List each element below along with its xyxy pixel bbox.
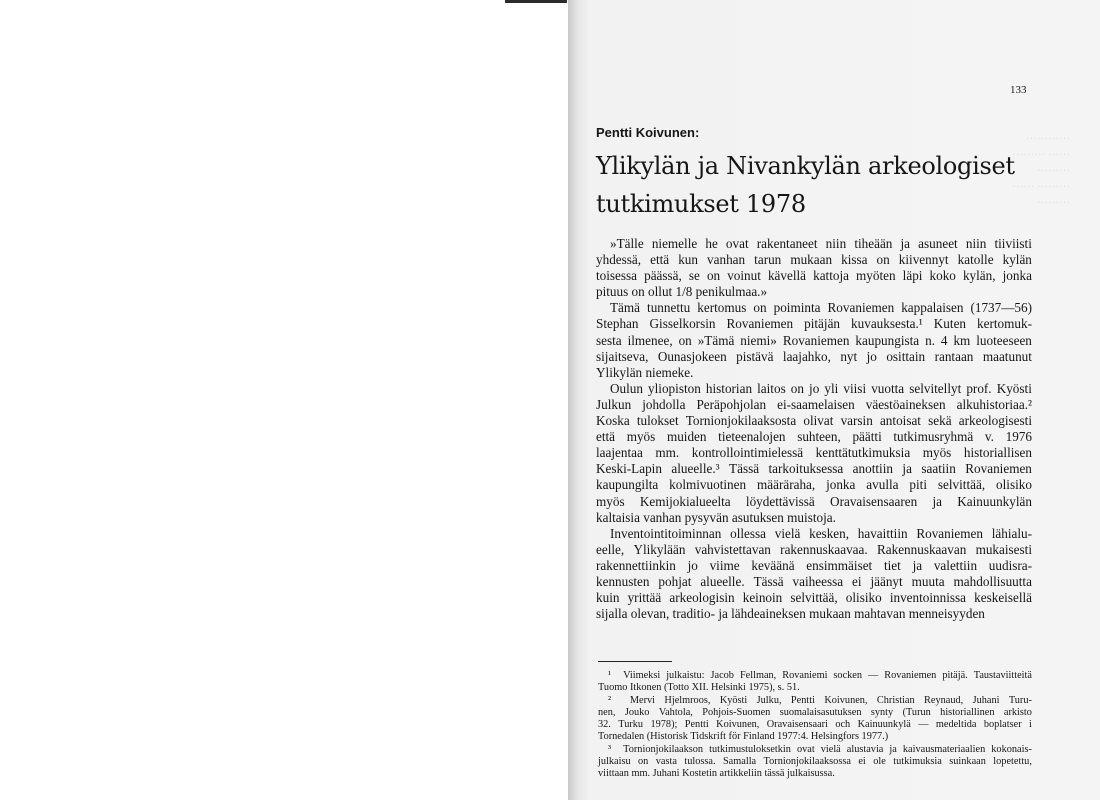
text-line: Tornedalen (Historisk Tidskrift för Finland 1977:4. Helsingfors 1977.) [598,731,889,743]
text-line: Inventointitoiminnan ollessa vielä kesken, havaittiin Rovaniemen lähialu- [610,525,1032,541]
text-line: viittaan mm. Juhani Kostetin artikkeliin tässä julkaisussa. [598,768,835,780]
footnote-divider [598,661,672,662]
title-line: tutkimukset 1978 [596,190,806,218]
text-line: Stephan Gisselkorsin Rovaniemen pitäjän kuvauksesta.¹ Kuten kertomuk- [596,316,1032,332]
text-line: julkaisu on vasta tulossa. Samalla Tornionjokilaaksossa ei ole tutkimuksia suinkaan lopetettu, [598,756,1032,768]
text-line: 32. Turku 1978); Pentti Koivunen, Oravaisensaari och Kainuunkylä — medeltida boplatser i [598,719,1032,731]
body-text [596,236,1032,622]
text-line: toisessa päässä, se on voinut kävellä kattoja myöten läpi koko kylän, jonka [596,268,1032,284]
text-line: kennusten pohjat alueelle. Tässä vaiheessa ei jäänyt muuta mahdollisuutta [596,573,1032,589]
footnote [598,670,1032,695]
bleed-through-text: ………… ……… …… ……… …… ……… ……… [1012,130,1070,206]
text-line: ² Mervi Hjelmroos, Kyösti Julku, Pentti Koivunen, Christian Reynaud, Juhani Turu- [608,694,1032,706]
text-line: eelle, Ylikylään vahvistettavan rakennuskaavaa. Rakennuskaavan mukaisesti [596,541,1032,557]
text-line: yhdessä, että kun vanhan tarun mukaan kissa on kiivennyt katolle kylän [596,252,1032,268]
text-line: kuin yrittää arkeologisin keinoin selvittää, olisiko inventoinnissa keskeisellä [596,590,1032,606]
text-line: sijalla olevan, traditio- ja lähdeaineksen mukaan mahtavan menneisyyden [596,606,985,622]
text-line: kaupungilta kolmivuotinen määräraha, jonka avulla piti selvittää, olisiko [596,477,1032,493]
text-line: Ylikylän niemeke. [596,364,694,380]
text-line: Julkun johdolla Peräpohjolan ei-saamelaisen väestöaineksen alkuhistoriaa.² [596,396,1032,412]
footnotes [598,670,1032,781]
text-line: Tuomo Itkonen (Totto XII. Helsinki 1975), s. 51. [598,682,800,694]
text-line: sesta ilmenee, on »Tämä niemi» Rovaniemen kaupungista n. 4 km luoteeseen [596,332,1032,348]
text-line: »Tälle niemelle he ovat rakentaneet niin tiheään ja asuneet niin tiiviisti [610,236,1032,251]
footnote [598,744,1032,781]
text-line: Oulun yliopiston historian laitos on jo yli viisi vuotta selvitellyt prof. Kyösti [610,380,1032,396]
text-line: rakennettiinkin jo viime keväänä ensimmäiset tiet ja valettiin uudisra- [596,557,1032,573]
text-line: kaltaisia vanhan pysyvän asutuksen muistoja. [596,509,836,525]
text-line: myös Kemijokialueelta löydettävissä Oravaisensaaren ja Kainuunkylän [596,493,1032,509]
title-line: Ylikylän ja Nivankylän arkeologiset [596,152,1015,180]
text-line: ¹ Viimeksi julkaistu: Jacob Fellman, Rovaniemi socken — Rovaniemen pitäjä. Taustaviitteitä [608,670,1032,681]
text-line: Tämä tunnettu kertomus on poiminta Rovaniemen kappalaisen (1737—56) [610,300,1032,316]
text-line: pituus on ollut 1/8 penikulmaa.» [596,284,768,300]
text-line: ³ Tornionjokilaakson tutkimustuloksetkin ovat vielä alustavia ja kaivausmateriaalien kokonais- [608,743,1032,755]
text-line: Keski-Lapin alueelle.³ Tässä tarkoituksessa anottiin ja saatiin Rovaniemen [596,461,1032,477]
text-line: että myös muiden tieteenalojen suhteen, päätti tutkimusryhmä v. 1976 [596,429,1032,445]
top-edge-rule [505,0,567,3]
text-line: laajentaa mm. kontrollointimielessä kenttätutkimuksia myös historiallisen [596,445,1032,461]
page-number: 133 [1010,84,1027,96]
text-line: nen, Jouko Vahtola, Pohjois-Suomen suomalaisasutuksen synty (Turun historiallinen arkisto [598,706,1032,718]
paragraph [596,526,1032,623]
author-name: Pentti Koivunen: [596,125,700,140]
article-title [596,147,1036,223]
footnote [598,695,1032,744]
text-line: Koska tulokset Tornionjokilaaksosta olivat varsin antoisat sekä arkeologisesti [596,413,1032,429]
paragraph [596,381,1032,526]
paragraph [596,236,1032,300]
paragraph [596,300,1032,380]
text-line: sijaitseva, Ounasjokeen pistävä laajahko, nyt jo osittain rantaan maatunut [596,348,1032,364]
